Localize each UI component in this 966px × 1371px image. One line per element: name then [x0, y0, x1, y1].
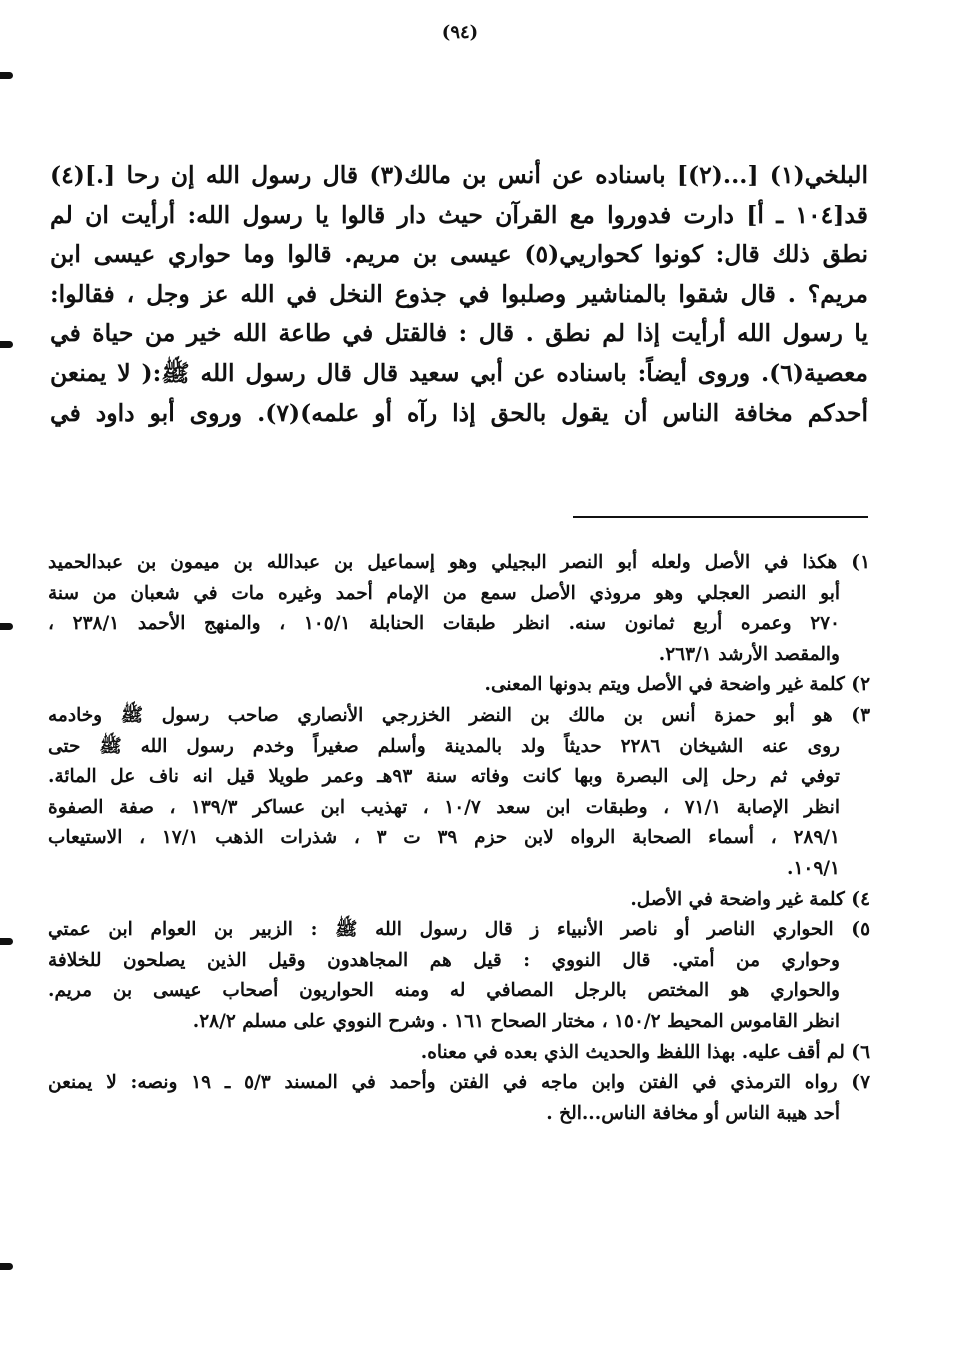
footnote-3 — [48, 701, 870, 885]
footnote-line: ٣) هو أبو حمزة أنس بن مالك بن النضر الخزرجي الأنصاري صاحب رسول ﷺ وخادمه — [48, 704, 870, 726]
footnote-4 — [48, 885, 870, 916]
main-text — [50, 156, 868, 433]
footnote-line: انظر القاموس المحيط ١٥٠/٢ ، مختار الصحاح ١٦١ . وشرح النووي على مسلم ٢٨/٢. — [192, 1010, 840, 1032]
footnote-line: ٥) الحواري الناصر أو ناصر الأنبياء ز قال رسول الله ﷺ : الزبير بن العوام ابن عمتي — [48, 919, 870, 941]
binding-hole-mark — [0, 72, 13, 79]
main-text-line: معصية(٦). وروى أيضاً: باسناده عن أبي سعيد قال قال رسول الله ﷺ:( لا يمنعن — [50, 358, 868, 387]
binding-hole-mark — [0, 1263, 13, 1270]
binding-hole-mark — [0, 341, 13, 348]
footnote-line: ١) هكذا في الأصل ولعله أبو النصر البجيلي وهو إسماعيل بن عبدالله بن ميمون بن عبدالحميد — [48, 552, 870, 573]
footnote-line: انظر الإصابة ٧١/١ ، وطبقات ابن سعد ١٠/٧ ، تهذيب ابن عساكر ١٣٩/٣ ، صفة الصفوة — [48, 796, 840, 818]
binding-hole-mark — [0, 938, 13, 945]
footnote-line: والمقصد الأرشد ٢٦٣/١. — [658, 643, 840, 665]
binding-hole-mark — [0, 623, 13, 630]
footnote-line: والحواري هو المختص بالرجل المصافي له ومنه الحواريون أصحاب عيسى بن مريم. — [48, 980, 840, 1002]
main-text-line: أحدكم مخافة الناس أن يقول بالحق إذا رآه أو علمه)(٧). وروى أبو داود في — [50, 398, 868, 427]
main-text-line: مريم؟ . قال شقوا بالمناشير وصلبوا في جذوع النخل في الله عز وجل ، فقالوا: — [50, 279, 868, 308]
footnote-line: ١٠٩/١. — [787, 857, 840, 879]
footnote-separator — [573, 516, 868, 518]
footnote-line: ٢٧٠ وعمره أربع ثمانون سنه. انظر طبقات الحنابلة ١٠٥/١ ، والمنهج الأحمد ٢٣٨/١ ، — [48, 613, 840, 635]
footnote-line: ٦) لم أقف عليه. بهذا اللفظ والحديث الذي بعده في معناه. — [420, 1041, 870, 1063]
footnotes — [48, 548, 870, 1129]
footnote-line: روى عنه الشيخان ٢٢٨٦ حديثاً ولد بالمدينة وأسلم صغيراً وخدم رسول الله ﷺ حتى — [48, 735, 840, 757]
footnote-line: ٤) كلمة غير واضحة في الأصل. — [630, 888, 870, 910]
main-text-line: قد[١٠٤ ـ أ] دارت فدوروا مع القرآن حيث دار قالوا يا رسول الله: أرأيت ان لم — [50, 200, 868, 229]
main-text-line: البلخي(١) [...(٢)] باسناده عن أنس بن مالك(٣) قال رسول الله إن رحا [.](٤) — [50, 161, 868, 189]
footnote-line: أبو النصر العجلي وهو مروذي الأصل سمع من الإمام أحمد وغيره مات في شعبان من سنة — [48, 582, 840, 604]
footnote-line: ٧) رواه الترمذي في الفتن وابن ماجه في الفتن وأحمد في المسند ٥/٣ ـ ١٩ ونصه: لا يمنعن — [48, 1072, 870, 1094]
footnote-6 — [48, 1038, 870, 1069]
footnote-2 — [48, 670, 870, 701]
footnote-line: أحد هيبة الناس أو مخافة الناس...الخ . — [546, 1102, 840, 1124]
footnote-line: توفي ثم رحل إلى البصرة وبها كانت وفاته سنة ٩٣هـ وعمر طويلا قيل انه ناف عل المائة. — [48, 766, 840, 788]
page-number: (٩٤) — [441, 22, 479, 43]
main-text-line: نطق ذلك قال: كونوا كحواريي(٥) عيسى بن مريم. قالوا وما حواري عيسى ابن — [50, 240, 868, 269]
footnote-1 — [48, 548, 870, 670]
main-text-line: يا رسول الله أرأيت إذا لم نطق . قال : فالقتل في طاعة الله خير من حياة في — [50, 319, 868, 348]
footnote-line: ٢٨٩/١ ، أسماء الصحابة الرواه لابن حزم ٣٩ ت ٣ ، شذرات الذهب ١٧/١ ، الاستيعاب — [48, 827, 840, 849]
footnote-7 — [48, 1068, 870, 1129]
footnote-5 — [48, 915, 870, 1037]
footnote-line: وحواري من أمتي. قال النووي : قيل هم المجاهدون وقيل الذين يصلحون للخلافة — [48, 949, 840, 971]
footnote-line: ٢) كلمة غير واضحة في الأصل ويتم بدونها المعنى. — [484, 674, 870, 696]
